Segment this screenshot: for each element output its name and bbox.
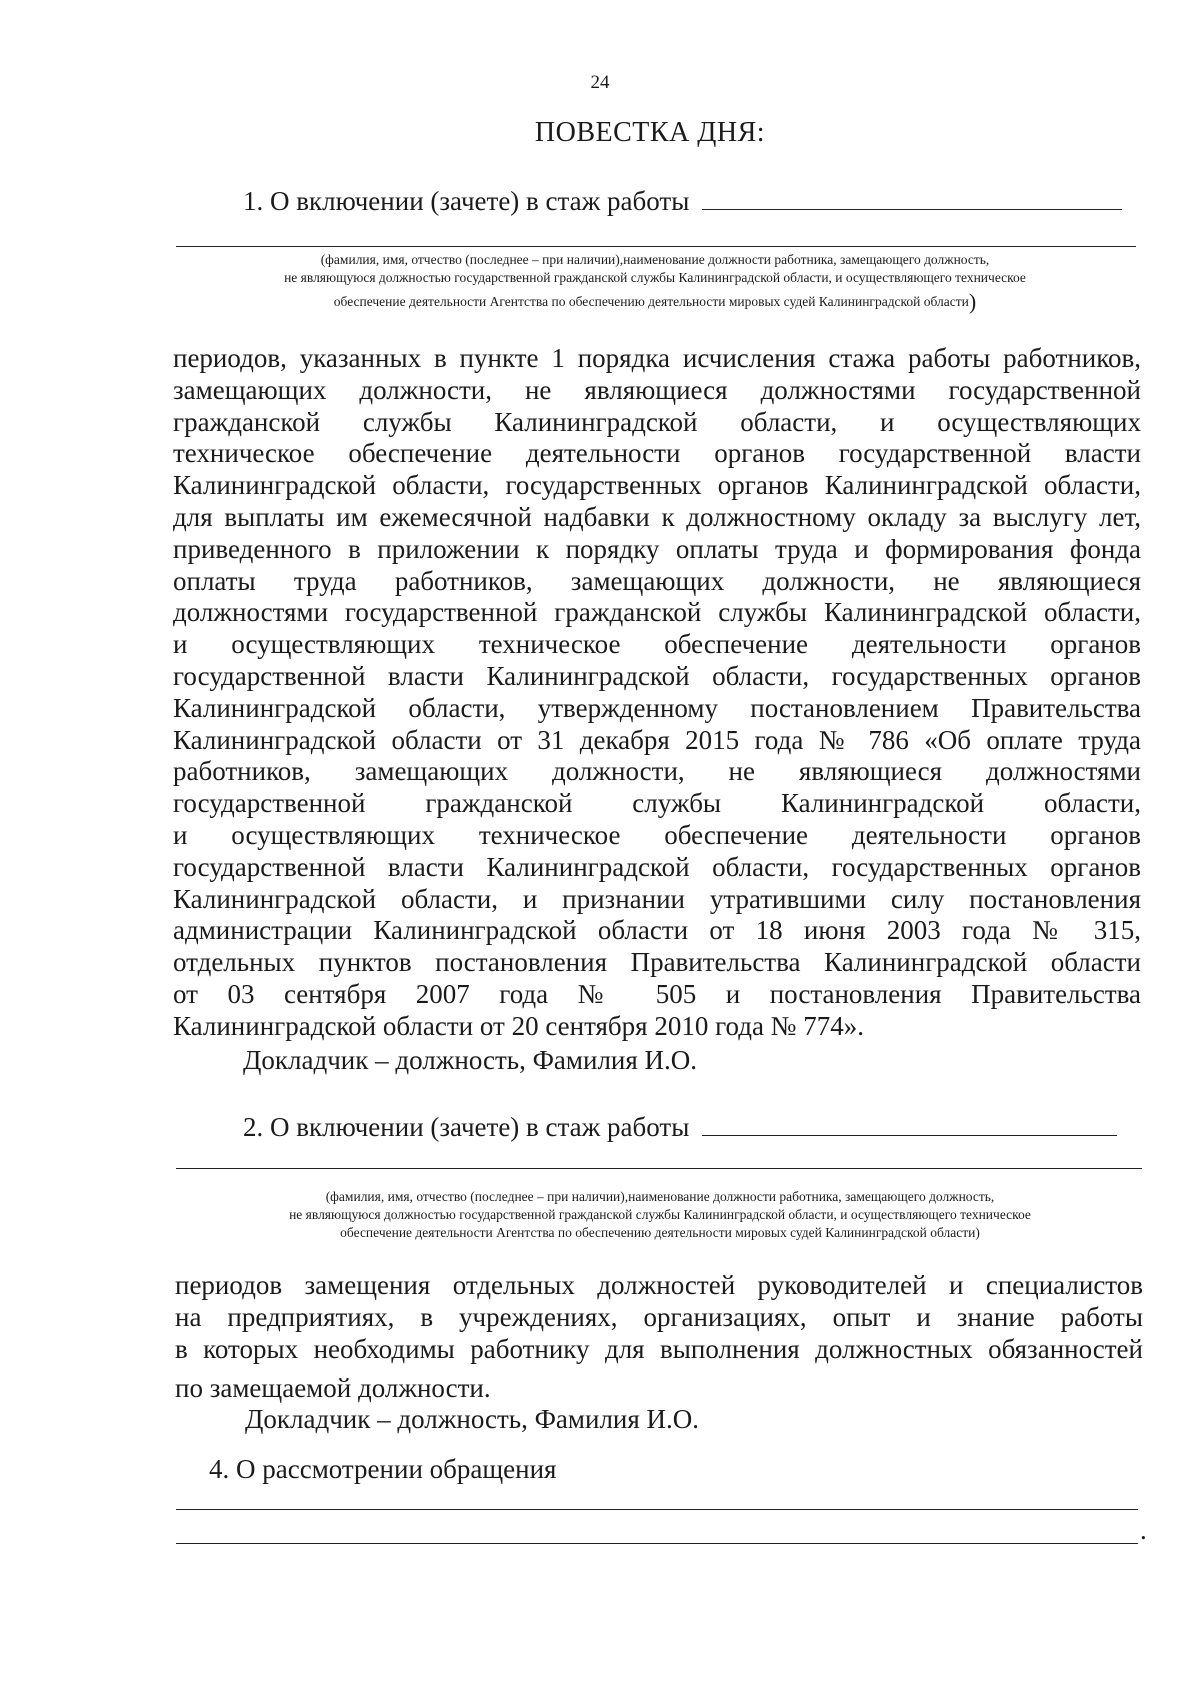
item1-body	[173, 343, 1141, 1011]
item1-heading: 1. О включении (зачете) в стаж работы	[243, 186, 690, 216]
item2-heading: 2. О включении (зачете) в стаж работы	[243, 1112, 690, 1142]
item2-note-line1: (фамилия, имя, отчество (последнее – при наличии),наименование должности работника, замещающего должность,	[325, 1189, 995, 1204]
body-line: Калининградской области от 31 декабря 2015 года № 786 «Об оплате труда	[173, 724, 1141, 755]
item1-speaker: Докладчик – должность, Фамилия И.О.	[243, 1045, 698, 1075]
body-line: оплаты труда работников, замещающих должности, не являющиеся	[173, 565, 1141, 596]
item1-body-last	[173, 1011, 1141, 1043]
body-line: государственной власти Калининградской области, государственных органов	[173, 851, 1141, 882]
item1-note-close: )	[968, 289, 977, 314]
body-line: администрации Калининградской области от 18 июня 2003 года № 315,	[173, 915, 1141, 946]
item1-name-blank	[702, 187, 1122, 210]
body-line: Калининградской области, государственных органов Калининградской области,	[173, 470, 1141, 501]
body-line: периодов, указанных в пункте 1 порядка исчисления стажа работы работников,	[173, 343, 1141, 373]
item1-body-last-line: Калининградской области от 20 сентября 2010 года № 774».	[173, 1011, 864, 1041]
item4-fill-rule-1	[176, 1509, 1138, 1510]
item1-heading-row	[243, 186, 1122, 217]
item2-fill-rule	[176, 1168, 1142, 1169]
body-line: государственной власти Калининградской области, государственных органов	[173, 660, 1141, 691]
body-line: периодов замещения отдельных должностей руководителей и специалистов	[175, 1270, 1143, 1300]
page-number: 24	[590, 72, 610, 93]
body-line: замещающих должности, не являющиеся должностями государственной	[173, 374, 1141, 405]
item2-body-last-line: по замещаемой должности.	[175, 1373, 491, 1403]
item2-speaker: Докладчик – должность, Фамилия И.О.	[245, 1404, 700, 1434]
item1-field-note	[150, 251, 1160, 314]
body-line: от 03 сентября 2007 года № 505 и постановления Правительства	[173, 978, 1141, 1009]
item1-note-line2: не являющуюся должностью государственной гражданской службы Калининградской области, и осуществляющего техническое	[284, 270, 1026, 285]
body-line: должностями государственной гражданской службы Калининградской области,	[173, 597, 1141, 628]
item2-field-note	[150, 1188, 1170, 1242]
body-line: отдельных пунктов постановления Правительства Калининградской области	[173, 947, 1141, 978]
item1-fill-rule	[176, 246, 1136, 247]
item1-note-line3: обеспечение деятельности Агентства по обеспечению деятельности мировых судей Калининградской области	[333, 294, 969, 309]
page-title: ПОВЕСТКА ДНЯ:	[534, 117, 766, 148]
body-line: техническое обеспечение деятельности органов государственной власти	[173, 438, 1141, 469]
body-line: работников, замещающих должности, не являющиеся должностями	[173, 756, 1141, 787]
body-line: на предприятиях, в учреждениях, организациях, опыт и знание работы	[175, 1301, 1143, 1332]
item2-heading-row	[243, 1112, 1117, 1143]
item2-note-line3: обеспечение деятельности Агентства по обеспечению деятельности мировых судей Калининградской области)	[340, 1225, 980, 1240]
item4-heading: 4. О рассмотрении обращения	[209, 1454, 557, 1484]
item2-body	[175, 1270, 1143, 1365]
body-line: в которых необходимы работнику для выполнения должностных обязанностей	[175, 1333, 1143, 1364]
body-line: гражданской службы Калининградской области, и осуществляющих	[173, 406, 1141, 437]
item4-fill-rule-2	[176, 1543, 1138, 1544]
body-line: Калининградской области, и признании утратившими силу постановления	[173, 883, 1141, 914]
item4-end-mark: .	[1140, 1515, 1147, 1545]
body-line: и осуществляющих техническое обеспечение деятельности органов	[173, 819, 1141, 850]
body-line: приведенного в приложении к порядку оплаты труда и формирования фонда	[173, 533, 1141, 564]
item1-note-line1: (фамилия, имя, отчество (последнее – при наличии),наименование должности работника, замещающего должность,	[320, 252, 990, 267]
item2-name-blank	[702, 1113, 1117, 1136]
body-line: государственной гражданской службы Калининградской области,	[173, 788, 1141, 819]
body-line: и осуществляющих техническое обеспечение деятельности органов	[173, 629, 1141, 660]
item2-body-last	[175, 1373, 1143, 1405]
item1-note-line3-row	[150, 289, 1160, 314]
body-line: Калининградской области, утвержденному постановлением Правительства	[173, 692, 1141, 723]
item2-note-line2: не являющуюся должностью государственной гражданской службы Калининградской области, и осуществляющего техническое	[289, 1207, 1031, 1222]
body-line: для выплаты им ежемесячной надбавки к должностному окладу за выслугу лет,	[173, 501, 1141, 532]
